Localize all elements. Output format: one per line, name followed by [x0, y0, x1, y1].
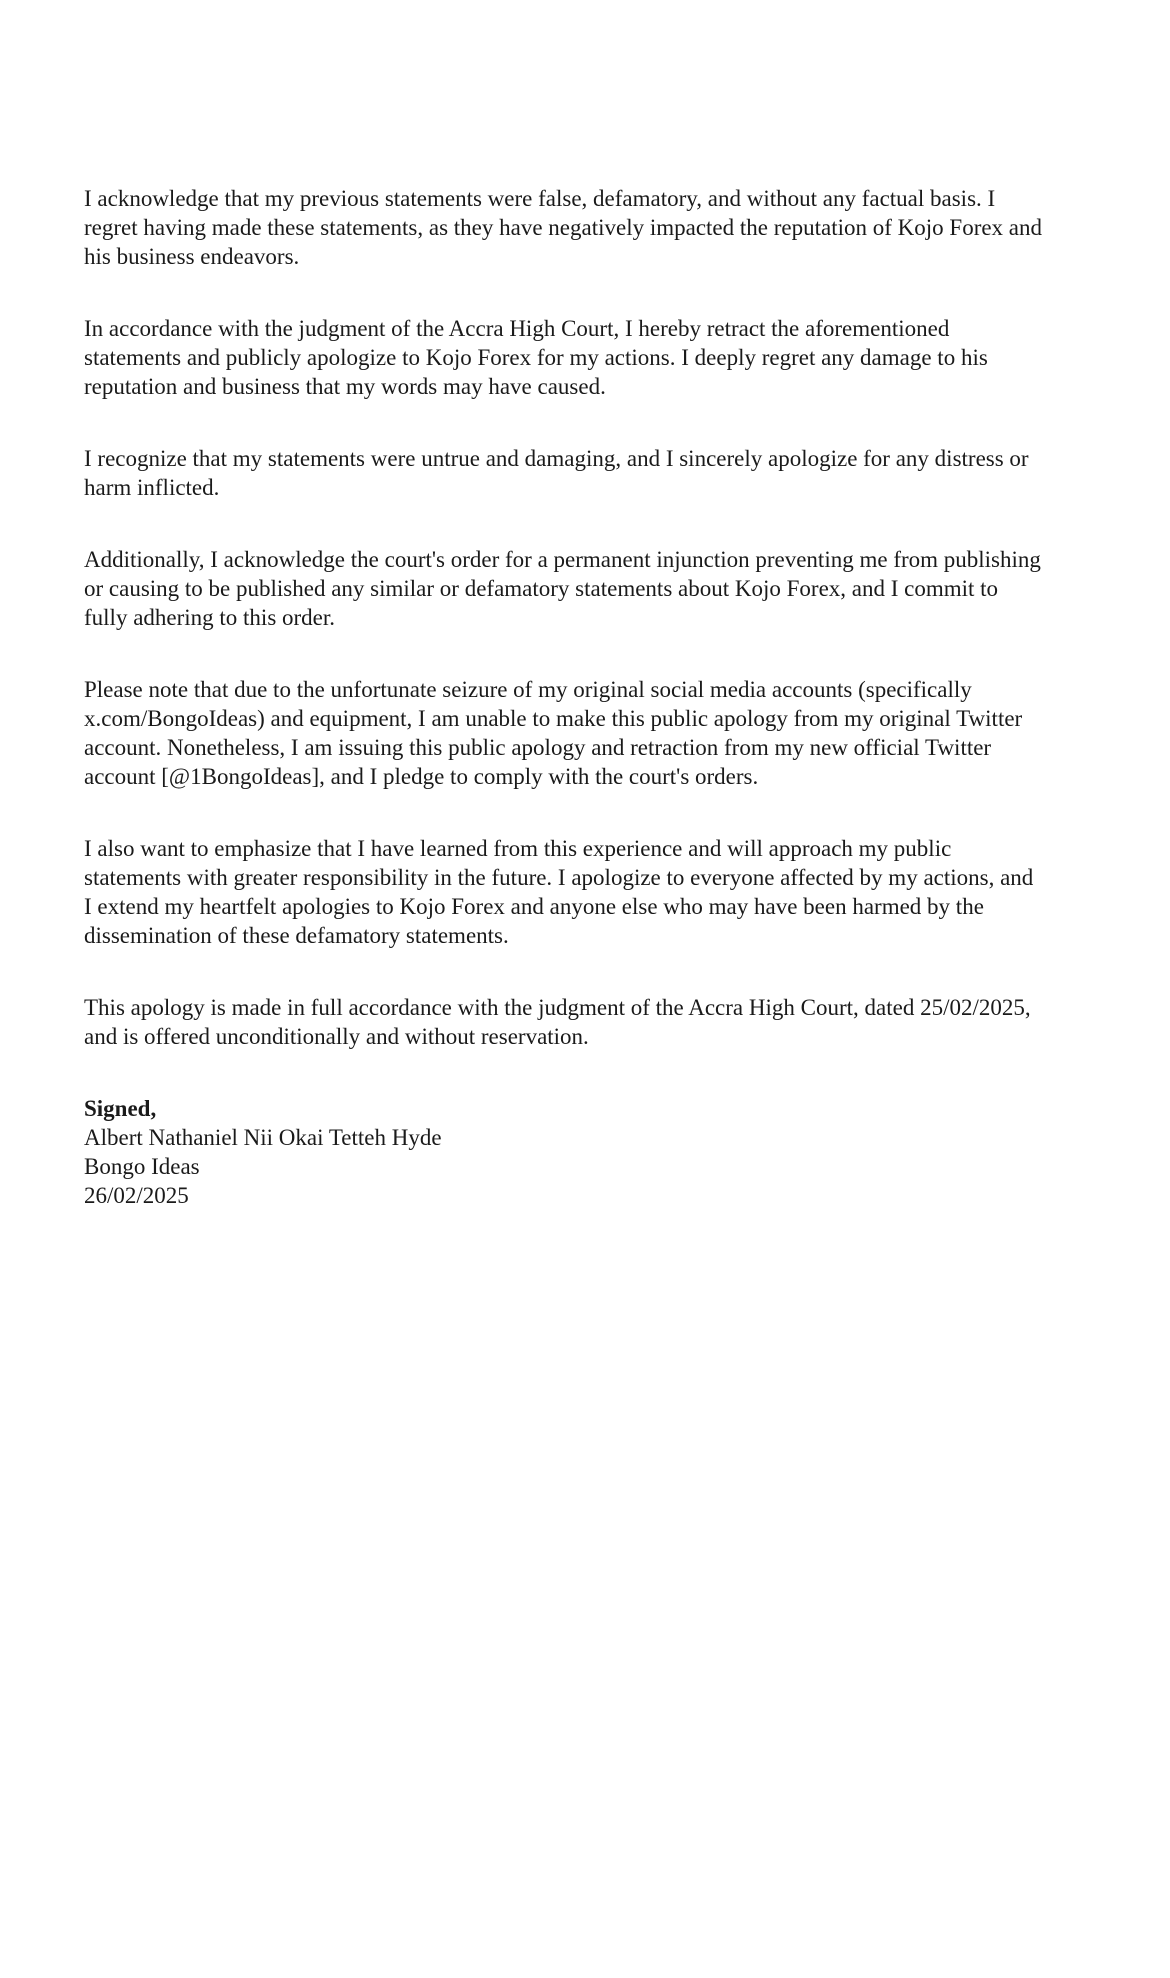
apology-letter [84, 184, 1044, 1210]
signature-block [84, 1094, 1044, 1210]
paragraph-recognition: I recognize that my statements were untrue and damaging, and I sincerely apologize for any distress or harm inflicted. [84, 446, 1029, 500]
paragraph-emphasis: I also want to emphasize that I have learned from this experience and will approach my public statements with greater responsibility in the future. I apologize to everyone affected by my actions, and I extend my heartfelt apologies to Kojo Forex and anyone else who may have been harmed by the dissemination of these defamatory statements. [84, 836, 1034, 948]
signature-label: Signed, [84, 1096, 157, 1121]
paragraph-accordance: This apology is made in full accordance with the judgment of the Accra High Court, dated 25/02/2025, and is offered unconditionally and without reservation. [84, 995, 1031, 1049]
paragraph-acknowledgement: I acknowledge that my previous statements were false, defamatory, and without any factual basis. I regret having made these statements, as they have negatively impacted the reputation of Kojo Forex and his business endeavors. [84, 186, 1043, 269]
paragraph-accounts-note: Please note that due to the unfortunate seizure of my original social media accounts (specifically x.com/BongoIdeas) and equipment, I am unable to make this public apology from my original Twitter account. Nonetheless, I am issuing this public apology and retraction from my new official Twitter account [@1BongoIdeas], and I pledge to comply with the court's orders. [84, 677, 1023, 789]
paragraph-injunction: Additionally, I acknowledge the court's order for a permanent injunction preventing me from publishing or causing to be published any similar or defamatory statements about Kojo Forex, and I commit to fully adhering to this order. [84, 547, 1041, 630]
paragraph-retraction: In accordance with the judgment of the Accra High Court, I hereby retract the aforementioned statements and publicly apologize to Kojo Forex for my actions. I deeply regret any damage to his reputation and business that my words may have caused. [84, 316, 988, 399]
signatory-name: Albert Nathaniel Nii Okai Tetteh Hyde [84, 1125, 442, 1150]
signature-date: 26/02/2025 [84, 1183, 189, 1208]
signatory-organization: Bongo Ideas [84, 1154, 200, 1179]
